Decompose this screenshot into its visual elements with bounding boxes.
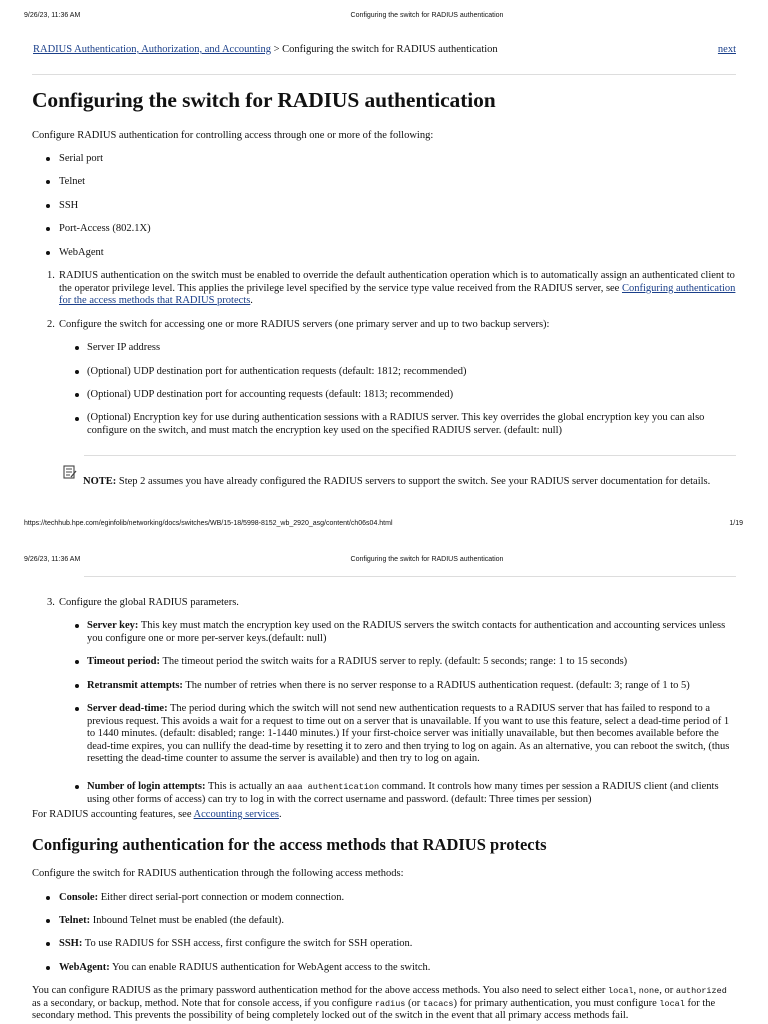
list-item: Server IP address [87,342,161,353]
list-item: Server key: This key must match the encryption key used on the RADIUS servers the switch contacts for authentication and accounting services unless you configure one or more per-server keys.(default: null) [87,620,726,644]
print-header-date: 9/26/23, 11:36 AM [24,556,81,563]
intro-text: Configure RADIUS authentication for controlling access through one or more of the following: [32,130,434,141]
list-item: WebAgent: You can enable RADIUS authentication for WebAgent access to the switch. [59,962,431,973]
note-text: NOTE: Step 2 assumes you have already configured the RADIUS servers to support the switch. See your RADIUS server documentation for details. [83,476,711,487]
next-link[interactable]: next [717,44,736,55]
list-item: Number of login attempts: This is actually an aaa authentication command. It controls how many times per session a RADIUS client (and clients using other forms of access) can try to log in with the correct username and password. (default: Three times per session) [87,781,719,805]
page-title: Configuring the switch for RADIUS authentication [32,88,496,112]
print-header-title: Configuring the switch for RADIUS authentication [350,12,504,19]
list-item: Serial port [59,153,104,164]
accounting-services-link[interactable]: Accounting services [193,809,279,820]
breadcrumb-current: Configuring the switch for RADIUS authentication [282,44,498,55]
step-1: RADIUS authentication on the switch must be enabled to override the default authentication operation which is to automatically assign an authenticated client to the operator privilege level. This applies the privilege level specified by the service type value received from the RADIUS server, see Configuring authentication for the access methods that RADIUS protects. [59,270,736,306]
list-item: Server dead-time: The period during which the switch will not send new authentication requests to a RADIUS server that has failed to respond to a previous request. This avoids a wait for a request to time out on a server that is unavailable. If you want to use this feature, select a dead-time period of 1 to 1440 minutes. (default: disabled; range: 1-1440 minutes.) If your first-choice server was initially unavailable, but then becomes available before the dead-time expires, you can nullify the dead-time by resetting it to zero and then trying to log on again. As an alternative, you can reboot the switch, (thus resetting the dead-time counter to assume the server is available) and then try to log on again. [87,703,730,764]
step-2: Configure the switch for accessing one or more RADIUS servers (one primary server and up to two backup servers): [59,319,550,330]
list-item: SSH [59,200,79,211]
section-heading: Configuring authentication for the access methods that RADIUS protects [32,835,547,854]
list-item: SSH: To use RADIUS for SSH access, first configure the switch for SSH operation. [59,938,413,949]
print-page-2: 9/26/23, 11:36 AM Configuring the switch for RADIUS authentication 3. Configure the global RADIUS parameters. Server key: This key must match the encryption key used on the RADIUS servers the switch contacts for authentication and accounting services unless you configure one or more per-server keys.(default: null) Timeout period: The timeout period the switch waits for a RADIUS server to reply. (default: 5 seconds; range: 1 to 15 seconds) Retransmit attempts: The number of retries when there is no server response to a RADIUS authentication request. (default: 3; range of 1 to 5) Server dead-time: The period during which the switch will not send new authentication requests to a RADIUS server that has failed to respond to a previous request. This avoids a wait for a request to time out on a server that is unavailable. If you want to use this feature, select a dead-time period of 1 to 1440 minutes. (default: disabled; range: 1-1440 minutes.) If your first-choice server was initially unavailable, but then becomes available before the dead-time expires, you can nullify the dead-time by resetting it to zero and then trying to log on again. As an alternative, you can reboot the switch, (thus resetting the dead-time counter to assume the server is available) and then try to log on again. Number of login attempts: This is actually an aaa authentication command. It controls how many times per session a RADIUS client (and clients using other forms of access) can try to log in with the correct username and password. (default: Three times per session) For RADIUS accounting features, see Accounting services. Configuring authentication for the access methods that RADIUS protects Configure the switch for RADIUS authentication through the following access methods: Console: Either direct serial-port connection or modem connection. Telnet: Inbound Telnet must be enabled (the default). SSH: To use RADIUS for SSH access, first configure the switch for SSH operation. WebAgent: You can enable RADIUS authentication for WebAgent access to the switch. You can configure RADIUS as the primary password authentication method for the above access methods. You also need to select either local, none, or authorized as a secondary, or backup, method. Note that for console access, if you configure radius (or tacacs) for primary authentication, you must configure local for the secondary method. This prevents the possibility of being completely locked out of the switch in the event that all primary access methods fail. [0,530,768,1024]
list-item: Telnet [59,176,86,187]
list-item: (Optional) UDP destination port for accounting requests (default: 1813; recommended) [87,389,454,400]
list-item: Retransmit attempts: The number of retries when there is no server response to a RADIUS authentication request. (default: 3; range of 1 to 5) [87,680,690,691]
print-header-title: Configuring the switch for RADIUS authentication [350,556,504,563]
list-item: WebAgent [59,247,104,258]
list-item: Console: Either direct serial-port connection or modem connection. [59,892,345,903]
print-footer-url: https://techhub.hpe.com/eginfolib/networking/docs/switches/WB/15-18/5998-8152_wb_2920_asg/content/ch06s04.html [24,520,393,527]
print-footer-page: 1/19 [729,520,743,527]
breadcrumb-parent-link[interactable]: RADIUS Authentication, Authorization, and Accounting [33,44,271,55]
note-icon [62,464,78,480]
list-item: (Optional) UDP destination port for authentication requests (default: 1812; recommended) [87,366,467,377]
note-label: NOTE: [83,476,117,487]
accounting-text: For RADIUS accounting features, see Accounting services. [32,809,282,820]
divider [32,74,736,75]
divider [84,576,736,577]
step-3: Configure the global RADIUS parameters. [59,597,239,608]
list-item: Timeout period: The timeout period the switch waits for a RADIUS server to reply. (default: 5 seconds; range: 1 to 15 seconds) [87,656,628,667]
list-item: Port-Access (802.1X) [59,223,151,234]
print-page-1: 9/26/23, 11:36 AM Configuring the switch for RADIUS authentication RADIUS Authentication, Authorization, and Accounting > Configuring the switch for RADIUS authentication next Configuring the switch for RADIUS authentication Configure RADIUS authentication for controlling access through one or more of the following: Serial port Telnet SSH Port-Access (802.1X) WebAgent 1. RADIUS authentication on the switch must be enabled to override the default authentication operation which is to automatically assign an authenticated client to the operator privilege level. This applies the privilege level specified by the service type value received from the RADIUS server, see Configuring authentication for the access methods that RADIUS protects. 2. Configure the switch for accessing one or more RADIUS servers (one primary server and up to two backup servers): Server IP address (Optional) UDP destination port for authentication requests (default: 1812; recommended) (Optional) UDP destination port for accounting requests (default: 1813; recommended) (Optional) Encryption key for use during authentication sessions with a RADIUS server. This key overrides the global encryption key you can also configure on the switch, and must match the encryption key used on the specified RADIUS server. (default: null) NOTE: Step 2 assumes you have already configured the RADIUS servers to support the switch. See your RADIUS server documentation for details. https://techhub.hpe.com/eginfolib/networking/docs/switches/WB/15-18/5998-8152_wb_2920_asg/content/ch06s04.html 1/19 [0,0,768,530]
final-paragraph: You can configure RADIUS as the primary password authentication method for the above access methods. You also need to select either local, none, or authorized as a secondary, or backup, method. Note that for console access, if you configure radius (or tacacs) for primary authentication, you must configure local for the secondary method. This prevents the possibility of being completely locked out of the switch in the event that all primary access methods fail. [32,985,727,1021]
breadcrumb: RADIUS Authentication, Authorization, and Accounting > Configuring the switch for RADIUS authentication [33,44,498,55]
section-intro: Configure the switch for RADIUS authentication through the following access methods: [32,868,404,879]
access-methods-link[interactable]: Configuring authentication for the access methods that RADIUS protects [59,282,736,306]
note-divider [84,455,736,456]
list-item: (Optional) Encryption key for use during authentication sessions with a RADIUS server. This key overrides the global encryption key you can also configure on the switch, and must match the encryption key used on the specified RADIUS server. (default: null) [87,412,705,436]
list-item: Telnet: Inbound Telnet must be enabled (the default). [59,915,284,926]
print-header-date: 9/26/23, 11:36 AM [24,12,81,19]
